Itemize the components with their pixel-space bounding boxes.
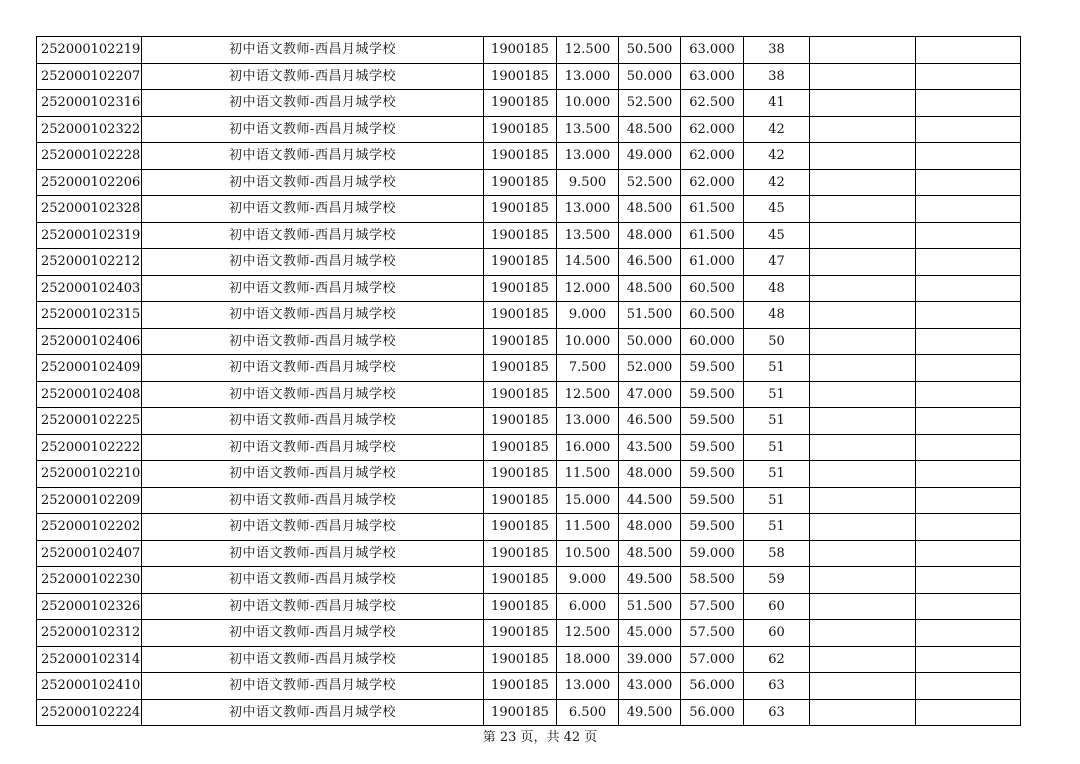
written-score-cell: 18.000 (557, 646, 619, 673)
position-cell: 初中语文教师-西昌月城学校 (142, 461, 484, 488)
candidate-id-cell: 252000102316 (37, 90, 142, 117)
note-cell (810, 540, 916, 567)
remark-cell (916, 328, 1021, 355)
note-cell (810, 408, 916, 435)
note-cell (810, 434, 916, 461)
candidate-id-cell: 252000102212 (37, 249, 142, 276)
remark-cell (916, 461, 1021, 488)
position-code-cell: 1900185 (484, 540, 557, 567)
position-code-cell: 1900185 (484, 90, 557, 117)
note-cell (810, 275, 916, 302)
written-score-cell: 9.500 (557, 169, 619, 196)
note-cell (810, 90, 916, 117)
position-cell: 初中语文教师-西昌月城学校 (142, 673, 484, 700)
page-number: 第 23 页，共 42 页 (482, 730, 598, 745)
note-cell (810, 63, 916, 90)
note-cell (810, 646, 916, 673)
position-code-cell: 1900185 (484, 169, 557, 196)
written-score-cell: 13.000 (557, 196, 619, 223)
position-code-cell: 1900185 (484, 699, 557, 726)
rank-cell: 48 (744, 302, 810, 329)
candidate-id-cell: 252000102210 (37, 461, 142, 488)
position-cell: 初中语文教师-西昌月城学校 (142, 487, 484, 514)
total-score-cell: 59.500 (681, 434, 744, 461)
table-row (37, 434, 1021, 461)
position-cell: 初中语文教师-西昌月城学校 (142, 514, 484, 541)
table-row (37, 408, 1021, 435)
position-code-cell: 1900185 (484, 514, 557, 541)
remark-cell (916, 143, 1021, 170)
position-code-cell: 1900185 (484, 567, 557, 594)
table-row (37, 169, 1021, 196)
position-cell: 初中语文教师-西昌月城学校 (142, 434, 484, 461)
candidate-id-cell: 252000102328 (37, 196, 142, 223)
remark-cell (916, 302, 1021, 329)
total-score-cell: 56.000 (681, 673, 744, 700)
position-code-cell: 1900185 (484, 593, 557, 620)
rank-cell: 51 (744, 408, 810, 435)
total-score-cell: 57.500 (681, 593, 744, 620)
candidate-id-cell: 252000102315 (37, 302, 142, 329)
note-cell (810, 699, 916, 726)
position-cell: 初中语文教师-西昌月城学校 (142, 328, 484, 355)
note-cell (810, 514, 916, 541)
position-code-cell: 1900185 (484, 37, 557, 64)
rank-cell: 38 (744, 63, 810, 90)
note-cell (810, 116, 916, 143)
position-code-cell: 1900185 (484, 381, 557, 408)
total-score-cell: 60.500 (681, 275, 744, 302)
total-score-cell: 61.000 (681, 249, 744, 276)
written-score-cell: 14.500 (557, 249, 619, 276)
table-row (37, 381, 1021, 408)
remark-cell (916, 196, 1021, 223)
candidate-id-cell: 252000102322 (37, 116, 142, 143)
position-code-cell: 1900185 (484, 222, 557, 249)
remark-cell (916, 169, 1021, 196)
table-row (37, 514, 1021, 541)
remark-cell (916, 249, 1021, 276)
position-cell: 初中语文教师-西昌月城学校 (142, 408, 484, 435)
candidate-id-cell: 252000102406 (37, 328, 142, 355)
total-score-cell: 62.500 (681, 90, 744, 117)
interview-score-cell: 48.000 (619, 222, 681, 249)
note-cell (810, 593, 916, 620)
total-score-cell: 63.000 (681, 37, 744, 64)
position-cell: 初中语文教师-西昌月城学校 (142, 699, 484, 726)
table-row (37, 196, 1021, 223)
table-row (37, 646, 1021, 673)
remark-cell (916, 514, 1021, 541)
written-score-cell: 10.500 (557, 540, 619, 567)
rank-cell: 51 (744, 514, 810, 541)
total-score-cell: 60.500 (681, 302, 744, 329)
total-score-cell: 59.500 (681, 487, 744, 514)
position-code-cell: 1900185 (484, 646, 557, 673)
note-cell (810, 37, 916, 64)
table-row (37, 540, 1021, 567)
position-cell: 初中语文教师-西昌月城学校 (142, 196, 484, 223)
table-row (37, 63, 1021, 90)
position-code-cell: 1900185 (484, 275, 557, 302)
table-row (37, 699, 1021, 726)
note-cell (810, 355, 916, 382)
written-score-cell: 13.000 (557, 143, 619, 170)
note-cell (810, 249, 916, 276)
position-cell: 初中语文教师-西昌月城学校 (142, 567, 484, 594)
written-score-cell: 10.000 (557, 328, 619, 355)
interview-score-cell: 48.500 (619, 196, 681, 223)
table-row (37, 302, 1021, 329)
candidate-id-cell: 252000102314 (37, 646, 142, 673)
note-cell (810, 222, 916, 249)
interview-score-cell: 48.500 (619, 116, 681, 143)
candidate-id-cell: 252000102228 (37, 143, 142, 170)
interview-score-cell: 50.000 (619, 63, 681, 90)
position-code-cell: 1900185 (484, 434, 557, 461)
total-score-cell: 58.500 (681, 567, 744, 594)
candidate-id-cell: 252000102312 (37, 620, 142, 647)
interview-score-cell: 48.500 (619, 275, 681, 302)
position-code-cell: 1900185 (484, 143, 557, 170)
position-code-cell: 1900185 (484, 408, 557, 435)
rank-cell: 38 (744, 37, 810, 64)
position-code-cell: 1900185 (484, 249, 557, 276)
written-score-cell: 10.000 (557, 90, 619, 117)
total-score-cell: 60.000 (681, 328, 744, 355)
table-body (37, 37, 1021, 726)
rank-cell: 42 (744, 116, 810, 143)
remark-cell (916, 620, 1021, 647)
candidate-id-cell: 252000102403 (37, 275, 142, 302)
candidate-id-cell: 252000102202 (37, 514, 142, 541)
candidate-id-cell: 252000102408 (37, 381, 142, 408)
written-score-cell: 12.500 (557, 620, 619, 647)
interview-score-cell: 50.500 (619, 37, 681, 64)
table-row (37, 461, 1021, 488)
rank-cell: 63 (744, 699, 810, 726)
candidate-id-cell: 252000102209 (37, 487, 142, 514)
interview-score-cell: 52.500 (619, 90, 681, 117)
total-score-cell: 61.500 (681, 222, 744, 249)
rank-cell: 51 (744, 487, 810, 514)
table-row (37, 328, 1021, 355)
rank-cell: 60 (744, 620, 810, 647)
total-score-cell: 59.500 (681, 514, 744, 541)
position-cell: 初中语文教师-西昌月城学校 (142, 302, 484, 329)
position-code-cell: 1900185 (484, 116, 557, 143)
table-row (37, 673, 1021, 700)
remark-cell (916, 673, 1021, 700)
rank-cell: 42 (744, 169, 810, 196)
candidate-id-cell: 252000102319 (37, 222, 142, 249)
remark-cell (916, 408, 1021, 435)
table-row (37, 37, 1021, 64)
written-score-cell: 6.000 (557, 593, 619, 620)
total-score-cell: 57.500 (681, 620, 744, 647)
written-score-cell: 13.000 (557, 408, 619, 435)
remark-cell (916, 434, 1021, 461)
position-code-cell: 1900185 (484, 196, 557, 223)
rank-cell: 59 (744, 567, 810, 594)
position-cell: 初中语文教师-西昌月城学校 (142, 37, 484, 64)
table-row (37, 275, 1021, 302)
written-score-cell: 7.500 (557, 355, 619, 382)
written-score-cell: 12.000 (557, 275, 619, 302)
total-score-cell: 56.000 (681, 699, 744, 726)
rank-cell: 42 (744, 143, 810, 170)
interview-score-cell: 39.000 (619, 646, 681, 673)
remark-cell (916, 699, 1021, 726)
table-row (37, 620, 1021, 647)
candidate-id-cell: 252000102410 (37, 673, 142, 700)
note-cell (810, 461, 916, 488)
rank-cell: 50 (744, 328, 810, 355)
total-score-cell: 59.500 (681, 408, 744, 435)
written-score-cell: 12.500 (557, 381, 619, 408)
written-score-cell: 9.000 (557, 567, 619, 594)
rank-cell: 63 (744, 673, 810, 700)
remark-cell (916, 37, 1021, 64)
total-score-cell: 62.000 (681, 143, 744, 170)
rank-cell: 62 (744, 646, 810, 673)
remark-cell (916, 567, 1021, 594)
remark-cell (916, 593, 1021, 620)
table-row (37, 143, 1021, 170)
position-cell: 初中语文教师-西昌月城学校 (142, 540, 484, 567)
written-score-cell: 6.500 (557, 699, 619, 726)
rank-cell: 58 (744, 540, 810, 567)
rank-cell: 48 (744, 275, 810, 302)
position-cell: 初中语文教师-西昌月城学校 (142, 90, 484, 117)
position-cell: 初中语文教师-西昌月城学校 (142, 275, 484, 302)
interview-score-cell: 52.000 (619, 355, 681, 382)
rank-cell: 47 (744, 249, 810, 276)
note-cell (810, 328, 916, 355)
position-cell: 初中语文教师-西昌月城学校 (142, 116, 484, 143)
candidate-id-cell: 252000102207 (37, 63, 142, 90)
total-score-cell: 57.000 (681, 646, 744, 673)
table-row (37, 355, 1021, 382)
written-score-cell: 13.500 (557, 222, 619, 249)
remark-cell (916, 646, 1021, 673)
position-cell: 初中语文教师-西昌月城学校 (142, 620, 484, 647)
note-cell (810, 567, 916, 594)
remark-cell (916, 222, 1021, 249)
interview-score-cell: 52.500 (619, 169, 681, 196)
interview-score-cell: 45.000 (619, 620, 681, 647)
position-cell: 初中语文教师-西昌月城学校 (142, 143, 484, 170)
remark-cell (916, 487, 1021, 514)
position-cell: 初中语文教师-西昌月城学校 (142, 249, 484, 276)
remark-cell (916, 540, 1021, 567)
note-cell (810, 487, 916, 514)
position-code-cell: 1900185 (484, 461, 557, 488)
candidate-id-cell: 252000102206 (37, 169, 142, 196)
remark-cell (916, 116, 1021, 143)
note-cell (810, 143, 916, 170)
rank-cell: 51 (744, 434, 810, 461)
table-row (37, 249, 1021, 276)
candidate-id-cell: 252000102219 (37, 37, 142, 64)
total-score-cell: 63.000 (681, 63, 744, 90)
rank-cell: 51 (744, 381, 810, 408)
rank-cell: 51 (744, 461, 810, 488)
interview-score-cell: 49.500 (619, 699, 681, 726)
written-score-cell: 11.500 (557, 461, 619, 488)
interview-score-cell: 47.000 (619, 381, 681, 408)
note-cell (810, 381, 916, 408)
candidate-id-cell: 252000102407 (37, 540, 142, 567)
table-row (37, 116, 1021, 143)
rank-cell: 45 (744, 222, 810, 249)
total-score-cell: 59.500 (681, 381, 744, 408)
position-code-cell: 1900185 (484, 487, 557, 514)
interview-score-cell: 44.500 (619, 487, 681, 514)
position-cell: 初中语文教师-西昌月城学校 (142, 646, 484, 673)
total-score-cell: 61.500 (681, 196, 744, 223)
candidate-id-cell: 252000102225 (37, 408, 142, 435)
remark-cell (916, 90, 1021, 117)
note-cell (810, 196, 916, 223)
position-cell: 初中语文教师-西昌月城学校 (142, 593, 484, 620)
interview-score-cell: 48.000 (619, 461, 681, 488)
position-cell: 初中语文教师-西昌月城学校 (142, 381, 484, 408)
position-code-cell: 1900185 (484, 328, 557, 355)
position-code-cell: 1900185 (484, 63, 557, 90)
rank-cell: 60 (744, 593, 810, 620)
interview-score-cell: 49.000 (619, 143, 681, 170)
written-score-cell: 12.500 (557, 37, 619, 64)
total-score-cell: 59.500 (681, 355, 744, 382)
interview-score-cell: 49.500 (619, 567, 681, 594)
table-row (37, 90, 1021, 117)
interview-score-cell: 51.500 (619, 302, 681, 329)
interview-score-cell: 46.500 (619, 408, 681, 435)
position-code-cell: 1900185 (484, 302, 557, 329)
written-score-cell: 11.500 (557, 514, 619, 541)
written-score-cell: 16.000 (557, 434, 619, 461)
position-cell: 初中语文教师-西昌月城学校 (142, 222, 484, 249)
total-score-cell: 59.000 (681, 540, 744, 567)
interview-score-cell: 51.500 (619, 593, 681, 620)
candidate-id-cell: 252000102222 (37, 434, 142, 461)
position-cell: 初中语文教师-西昌月城学校 (142, 355, 484, 382)
rank-cell: 51 (744, 355, 810, 382)
interview-score-cell: 48.000 (619, 514, 681, 541)
remark-cell (916, 355, 1021, 382)
position-code-cell: 1900185 (484, 673, 557, 700)
candidate-id-cell: 252000102409 (37, 355, 142, 382)
rank-cell: 45 (744, 196, 810, 223)
note-cell (810, 169, 916, 196)
table-row (37, 222, 1021, 249)
remark-cell (916, 381, 1021, 408)
score-table (36, 36, 1021, 726)
written-score-cell: 13.000 (557, 63, 619, 90)
total-score-cell: 62.000 (681, 116, 744, 143)
interview-score-cell: 43.500 (619, 434, 681, 461)
candidate-id-cell: 252000102224 (37, 699, 142, 726)
total-score-cell: 59.500 (681, 461, 744, 488)
interview-score-cell: 46.500 (619, 249, 681, 276)
written-score-cell: 13.000 (557, 673, 619, 700)
rank-cell: 41 (744, 90, 810, 117)
table-row (37, 487, 1021, 514)
table-row (37, 593, 1021, 620)
remark-cell (916, 275, 1021, 302)
position-cell: 初中语文教师-西昌月城学校 (142, 169, 484, 196)
interview-score-cell: 50.000 (619, 328, 681, 355)
written-score-cell: 13.500 (557, 116, 619, 143)
remark-cell (916, 63, 1021, 90)
position-cell: 初中语文教师-西昌月城学校 (142, 63, 484, 90)
interview-score-cell: 43.000 (619, 673, 681, 700)
total-score-cell: 62.000 (681, 169, 744, 196)
candidate-id-cell: 252000102326 (37, 593, 142, 620)
position-code-cell: 1900185 (484, 355, 557, 382)
note-cell (810, 302, 916, 329)
table-row (37, 567, 1021, 594)
written-score-cell: 15.000 (557, 487, 619, 514)
interview-score-cell: 48.500 (619, 540, 681, 567)
note-cell (810, 673, 916, 700)
candidate-id-cell: 252000102230 (37, 567, 142, 594)
note-cell (810, 620, 916, 647)
position-code-cell: 1900185 (484, 620, 557, 647)
written-score-cell: 9.000 (557, 302, 619, 329)
